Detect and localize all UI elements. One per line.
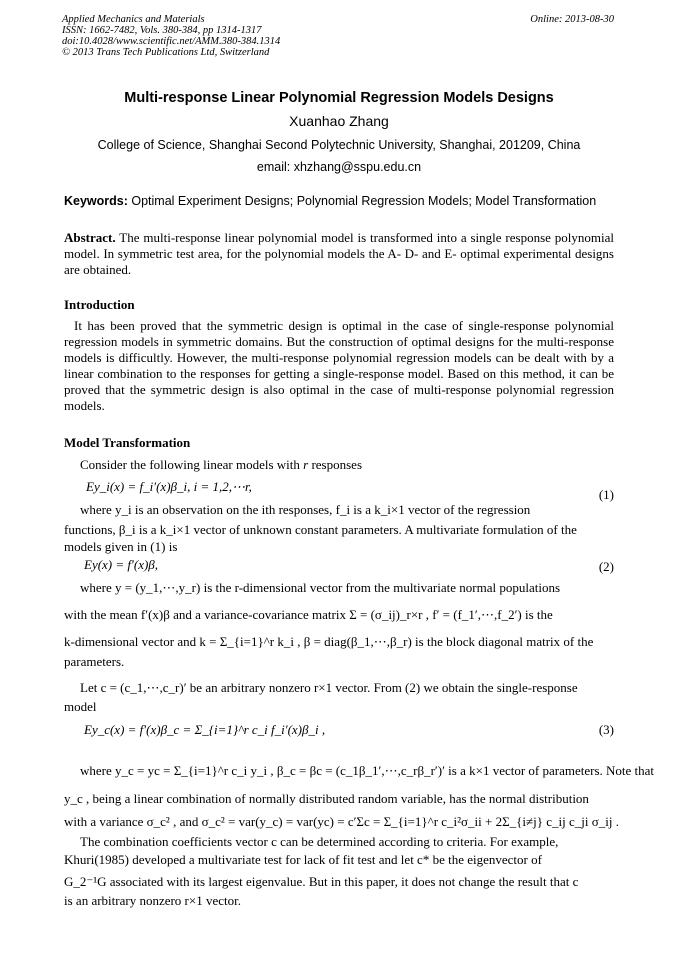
online-date: Online: 2013-08-30 [530,14,614,25]
affiliation: College of Science, Shanghai Second Polytechnic University, Shanghai, 201209, China [97,138,581,152]
para5-line4: is an arbitrary nonzero r×1 vector. [64,893,241,908]
para5-line3: G_2⁻¹G associated with its largest eigenvalue. But in this paper, it does not change the result that c [64,874,579,889]
email: email: xhzhang@sspu.edu.cn [256,160,422,174]
intro-paragraph: It has been proved that the symmetric design is optimal in the case of single-response polynomial regression models in symmetric domains. But the construction of optimal designs for the multi-response models is difficultly. However, the multi-response polynomial regression models can be dealt with by a linear combination to the responses for getting a single-response model. Based on this method, it can be proved that the symmetric design is also optimal in the case of multi-response polynomial regression models. [64,318,614,413]
para2-line2: with the mean f′(x)β and a variance-covariance matrix Σ = (σ_ij)_r×r , f′ = (f_1′,⋯,f_2′) is the [64,607,553,622]
para2-line4: parameters. [64,654,125,669]
para1-line1: where y_i is an observation on the ith responses, f_i is a k_i×1 vector of the regression [80,502,531,517]
keywords-label: Keywords: [64,194,128,208]
para4-line3: with a variance σ_c² , and σ_c² = var(y_c) = var(yc) = c′Σc = Σ_{i=1}^r c_i²σ_ii + 2Σ_{i≠j} c_ij c_ji σ_ij . [64,814,619,829]
consider-r: r [303,457,309,472]
para4-line2: y_c , being a linear combination of normally distributed random variable, has the normal distribution [64,791,589,806]
consider-b: responses [308,457,362,472]
para1-line2: functions, β_i is a k_i×1 vector of unknown constant parameters. A multivariate formulation of the [64,522,577,537]
equation-1: Ey_i(x) = f_i′(x)β_i, i = 1,2,⋯r, [86,479,252,494]
para2-line3: k-dimensional vector and k = Σ_{i=1}^r k_i , β = diag(β_1,⋯,β_r) is the block diagonal matrix of the [64,634,594,649]
abstract-text: The multi-response linear polynomial model is transformed into a single response polynomial model. In symmetric test area, for the polynomial models the A- D- and E- optimal experimental designs are obtained. [64,230,614,277]
para4-line1: where y_c = yc = Σ_{i=1}^r c_i y_i , β_c = βc = (c_1β_1′,⋯,c_rβ_r′)′ is a k×1 vector of parameters. Note that [80,763,655,778]
equation-3: Ey_c(x) = f′(x)β_c = Σ_{i=1}^r c_i f_i′(x)β_i , [84,722,326,737]
intro-heading: Introduction [64,297,135,312]
issn-line: ISSN: 1662-7482, Vols. 380-384, pp 1314-1317 [62,25,262,36]
para3-line1: Let c = (c_1,⋯,c_r)′ be an arbitrary nonzero r×1 vector. From (2) we obtain the single-response [80,680,578,695]
para3-line2: model [64,699,97,714]
abstract-label: Abstract. [64,230,116,245]
abstract [64,230,614,278]
para2-line1: where y = (y_1,⋯,y_r) is the r-dimensional vector from the multivariate normal populations [80,580,561,595]
author: Xuanhao Zhang [289,113,389,129]
para1-line3: models given in (1) is [64,539,178,554]
consider-a: Consider the following linear models with [80,457,300,472]
copyright-line: © 2013 Trans Tech Publications Ltd, Switzerland [62,47,270,58]
model-heading: Model Transformation [64,435,191,450]
consider-line [80,457,362,473]
keywords-text: Optimal Experiment Designs; Polynomial Regression Models; Model Transformation [127,194,597,208]
para5-line1: The combination coefficients vector c can be determined according to criteria. For example, [80,834,559,849]
equation-1-number: (1) [598,487,614,502]
equation-2: Ey(x) = f′(x)β, [84,557,159,572]
equation-2-number: (2) [598,559,614,574]
para5-line2: Khuri(1985) developed a multivariate test for lack of fit test and let c* be the eigenvector of [64,852,542,867]
equation-3-number: (3) [598,722,614,737]
keywords [64,194,596,208]
paper-title: Multi-response Linear Polynomial Regression Models Designs [124,90,554,106]
journal-name: Applied Mechanics and Materials [62,14,205,25]
doi-line: doi:10.4028/www.scientific.net/AMM.380-384.1314 [62,36,281,47]
